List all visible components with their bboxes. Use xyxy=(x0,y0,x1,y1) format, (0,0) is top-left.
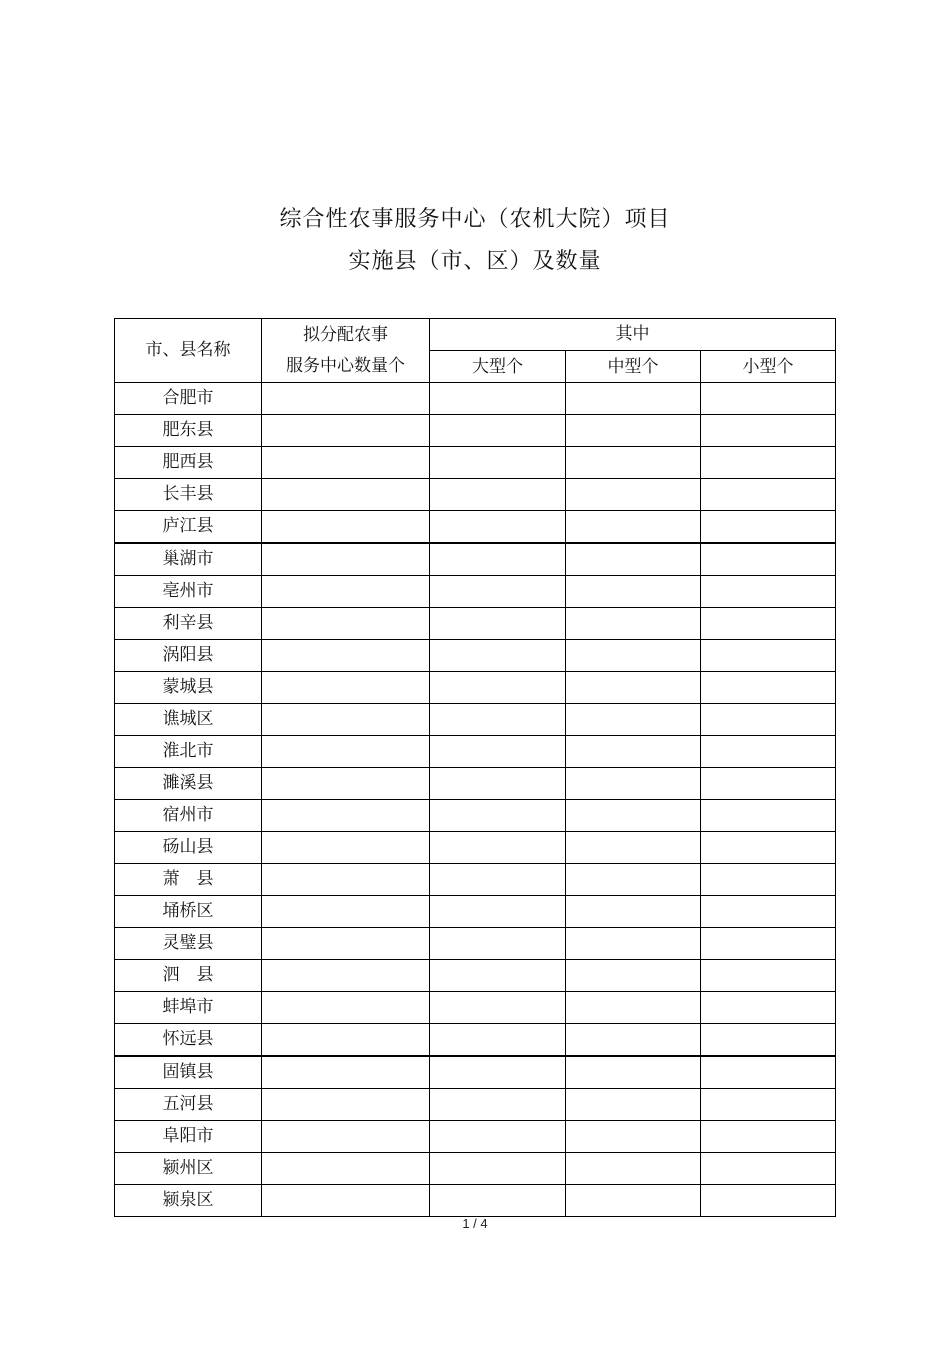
cell-planned xyxy=(262,960,430,992)
cell-small xyxy=(701,576,836,608)
cell-large xyxy=(430,768,566,800)
cell-planned xyxy=(262,447,430,479)
cell-large xyxy=(430,1121,566,1153)
cell-planned xyxy=(262,800,430,832)
cell-small xyxy=(701,928,836,960)
table-row xyxy=(115,383,836,415)
cell-large xyxy=(430,383,566,415)
row-region-name: 萧 县 xyxy=(115,864,262,896)
cell-large xyxy=(430,576,566,608)
cell-medium xyxy=(566,1089,701,1121)
cell-planned xyxy=(262,1089,430,1121)
row-region-name: 亳州市 xyxy=(115,576,262,608)
cell-medium xyxy=(566,383,701,415)
row-region-name: 庐江县 xyxy=(115,511,262,544)
row-region-name: 埇桥区 xyxy=(115,896,262,928)
table-row xyxy=(115,928,836,960)
cell-medium xyxy=(566,608,701,640)
row-region-name: 濉溪县 xyxy=(115,768,262,800)
allocation-table xyxy=(114,318,836,1217)
cell-planned xyxy=(262,543,430,576)
cell-medium xyxy=(566,704,701,736)
header-small: 小型个 xyxy=(701,351,836,383)
cell-planned xyxy=(262,768,430,800)
row-region-name: 谯城区 xyxy=(115,704,262,736)
cell-large xyxy=(430,1056,566,1089)
cell-medium xyxy=(566,736,701,768)
cell-planned xyxy=(262,1056,430,1089)
header-planned-line2: 服务中心数量个 xyxy=(286,355,405,376)
row-region-name: 蒙城县 xyxy=(115,672,262,704)
cell-small xyxy=(701,383,836,415)
table-row xyxy=(115,640,836,672)
cell-large xyxy=(430,896,566,928)
cell-small xyxy=(701,479,836,511)
cell-planned xyxy=(262,1121,430,1153)
page-number: 1 / 4 xyxy=(462,1216,488,1231)
row-region-name: 灵璧县 xyxy=(115,928,262,960)
row-region-name: 固镇县 xyxy=(115,1056,262,1089)
cell-planned xyxy=(262,511,430,544)
table-row xyxy=(115,447,836,479)
row-region-name: 蚌埠市 xyxy=(115,992,262,1024)
row-region-name: 淮北市 xyxy=(115,736,262,768)
cell-planned xyxy=(262,672,430,704)
cell-small xyxy=(701,1024,836,1057)
cell-medium xyxy=(566,1121,701,1153)
cell-planned xyxy=(262,832,430,864)
row-region-name: 合肥市 xyxy=(115,383,262,415)
table-row xyxy=(115,511,836,544)
table-row xyxy=(115,960,836,992)
cell-medium xyxy=(566,511,701,544)
table-row xyxy=(115,1153,836,1185)
table-row xyxy=(115,415,836,447)
cell-small xyxy=(701,896,836,928)
table-row xyxy=(115,479,836,511)
table-row xyxy=(115,992,836,1024)
cell-small xyxy=(701,864,836,896)
cell-planned xyxy=(262,608,430,640)
cell-small xyxy=(701,672,836,704)
cell-planned xyxy=(262,928,430,960)
table-row xyxy=(115,543,836,576)
cell-small xyxy=(701,832,836,864)
cell-small xyxy=(701,800,836,832)
cell-medium xyxy=(566,832,701,864)
header-medium: 中型个 xyxy=(566,351,701,383)
header-large: 大型个 xyxy=(430,351,566,383)
cell-planned xyxy=(262,1153,430,1185)
cell-medium xyxy=(566,864,701,896)
row-region-name: 宿州市 xyxy=(115,800,262,832)
cell-large xyxy=(430,415,566,447)
table-row xyxy=(115,1121,836,1153)
cell-small xyxy=(701,1185,836,1217)
cell-small xyxy=(701,511,836,544)
cell-large xyxy=(430,511,566,544)
header-name: 市、县名称 xyxy=(115,319,262,383)
cell-planned xyxy=(262,640,430,672)
row-region-name: 肥东县 xyxy=(115,415,262,447)
cell-small xyxy=(701,608,836,640)
cell-large xyxy=(430,479,566,511)
row-region-name: 涡阳县 xyxy=(115,640,262,672)
table-row xyxy=(115,1056,836,1089)
document-title-line1: 综合性农事服务中心（农机大院）项目 xyxy=(279,207,671,232)
cell-medium xyxy=(566,479,701,511)
cell-large xyxy=(430,1024,566,1057)
table-row xyxy=(115,800,836,832)
cell-medium xyxy=(566,960,701,992)
cell-small xyxy=(701,640,836,672)
row-region-name: 长丰县 xyxy=(115,479,262,511)
cell-planned xyxy=(262,1024,430,1057)
cell-planned xyxy=(262,576,430,608)
cell-medium xyxy=(566,992,701,1024)
cell-small xyxy=(701,992,836,1024)
cell-planned xyxy=(262,383,430,415)
cell-large xyxy=(430,992,566,1024)
table-row xyxy=(115,1024,836,1057)
cell-medium xyxy=(566,1153,701,1185)
cell-planned xyxy=(262,896,430,928)
row-region-name: 泗 县 xyxy=(115,960,262,992)
cell-planned xyxy=(262,1185,430,1217)
cell-large xyxy=(430,608,566,640)
cell-small xyxy=(701,736,836,768)
row-region-name: 颍州区 xyxy=(115,1153,262,1185)
cell-medium xyxy=(566,1056,701,1089)
cell-medium xyxy=(566,768,701,800)
cell-small xyxy=(701,704,836,736)
cell-small xyxy=(701,960,836,992)
row-region-name: 怀远县 xyxy=(115,1024,262,1057)
table-row xyxy=(115,672,836,704)
table-row xyxy=(115,1089,836,1121)
cell-large xyxy=(430,543,566,576)
row-region-name: 巢湖市 xyxy=(115,543,262,576)
cell-planned xyxy=(262,415,430,447)
table-row xyxy=(115,768,836,800)
cell-large xyxy=(430,447,566,479)
cell-small xyxy=(701,1121,836,1153)
cell-medium xyxy=(566,896,701,928)
cell-medium xyxy=(566,640,701,672)
row-region-name: 阜阳市 xyxy=(115,1121,262,1153)
cell-medium xyxy=(566,415,701,447)
table-row xyxy=(115,704,836,736)
cell-medium xyxy=(566,543,701,576)
cell-large xyxy=(430,960,566,992)
cell-large xyxy=(430,1153,566,1185)
row-region-name: 肥西县 xyxy=(115,447,262,479)
header-group: 其中 xyxy=(430,319,836,351)
cell-small xyxy=(701,1056,836,1089)
cell-small xyxy=(701,447,836,479)
cell-large xyxy=(430,1089,566,1121)
document-title-line2: 实施县（市、区）及数量 xyxy=(348,249,602,274)
cell-medium xyxy=(566,1185,701,1217)
row-region-name: 利辛县 xyxy=(115,608,262,640)
table-row xyxy=(115,896,836,928)
cell-medium xyxy=(566,447,701,479)
cell-large xyxy=(430,832,566,864)
table-row xyxy=(115,576,836,608)
cell-small xyxy=(701,415,836,447)
cell-medium xyxy=(566,928,701,960)
cell-large xyxy=(430,672,566,704)
cell-small xyxy=(701,1089,836,1121)
cell-medium xyxy=(566,1024,701,1057)
cell-large xyxy=(430,640,566,672)
table-row xyxy=(115,1185,836,1217)
header-planned xyxy=(262,319,430,383)
table-row xyxy=(115,608,836,640)
header-planned-line1: 拟分配农事 xyxy=(303,324,388,345)
table-row xyxy=(115,864,836,896)
cell-small xyxy=(701,768,836,800)
cell-small xyxy=(701,543,836,576)
cell-large xyxy=(430,864,566,896)
row-region-name: 颍泉区 xyxy=(115,1185,262,1217)
cell-planned xyxy=(262,704,430,736)
cell-large xyxy=(430,800,566,832)
cell-medium xyxy=(566,800,701,832)
row-region-name: 五河县 xyxy=(115,1089,262,1121)
table-row xyxy=(115,736,836,768)
cell-planned xyxy=(262,736,430,768)
cell-large xyxy=(430,736,566,768)
cell-planned xyxy=(262,479,430,511)
cell-planned xyxy=(262,992,430,1024)
cell-large xyxy=(430,928,566,960)
cell-medium xyxy=(566,672,701,704)
cell-small xyxy=(701,1153,836,1185)
cell-large xyxy=(430,1185,566,1217)
cell-medium xyxy=(566,576,701,608)
cell-planned xyxy=(262,864,430,896)
cell-large xyxy=(430,704,566,736)
row-region-name: 砀山县 xyxy=(115,832,262,864)
table-row xyxy=(115,832,836,864)
